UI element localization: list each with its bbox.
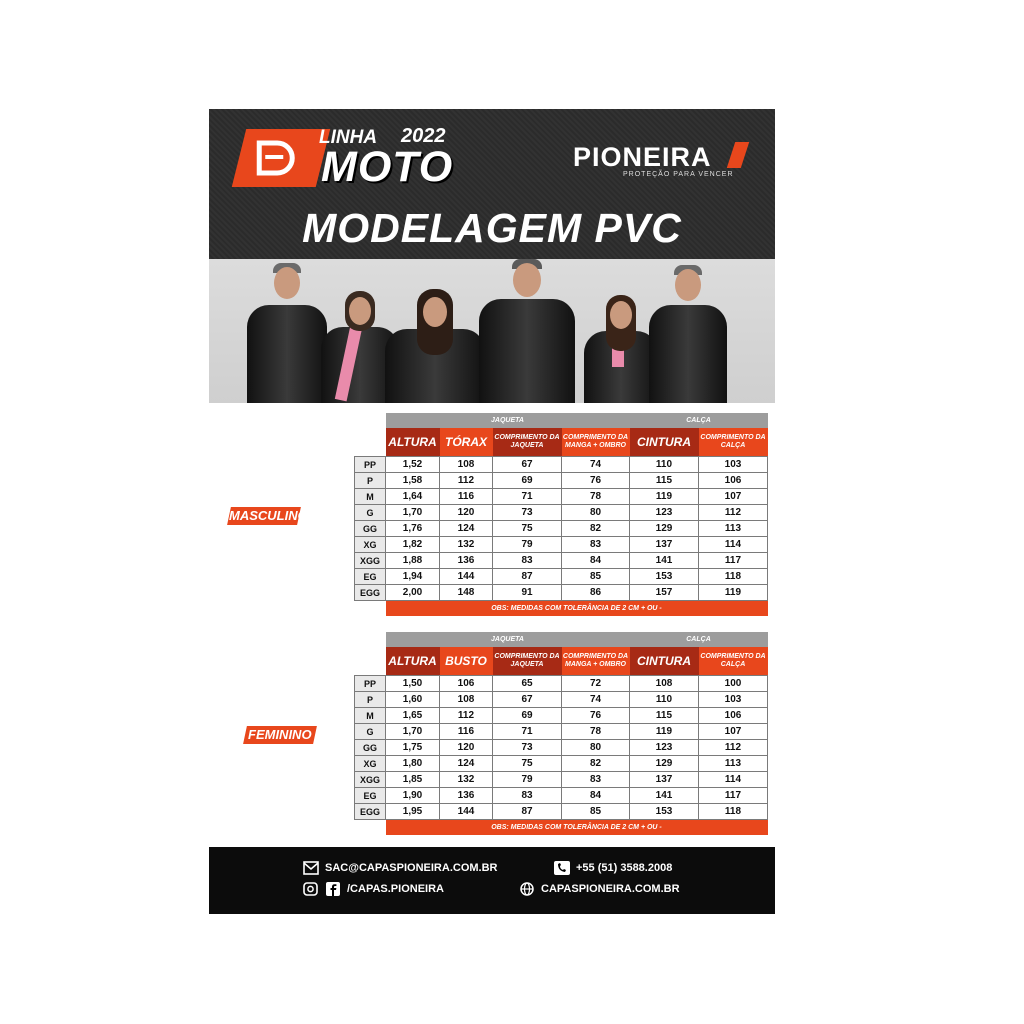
group-header-calca: CALÇA xyxy=(630,413,768,428)
measurement-cell: 144 xyxy=(440,569,493,585)
measurement-cell: 129 xyxy=(630,756,699,772)
group-header-jaqueta: JAQUETA xyxy=(386,413,630,428)
table-row xyxy=(355,537,768,553)
size-table-masculino xyxy=(354,413,768,616)
measurement-cell: 141 xyxy=(630,788,699,804)
tolerance-note: OBS: MEDIDAS COM TOLERÂNCIA DE 2 CM + OU - xyxy=(386,820,768,836)
table-row xyxy=(355,788,768,804)
table-row xyxy=(355,569,768,585)
table-row xyxy=(355,521,768,537)
measurement-cell: 74 xyxy=(562,692,630,708)
measurement-cell: 69 xyxy=(493,708,562,724)
table-row xyxy=(355,489,768,505)
page-title: MODELAGEM PVC xyxy=(302,205,682,251)
size-label: M xyxy=(355,708,386,724)
measurement-cell: 1,94 xyxy=(386,569,440,585)
tolerance-note: OBS: MEDIDAS COM TOLERÂNCIA DE 2 CM + OU - xyxy=(386,601,768,617)
logo-moto-text: MOTO xyxy=(321,143,454,191)
measurement-cell: 137 xyxy=(630,772,699,788)
measurement-cell: 117 xyxy=(699,553,768,569)
measurement-cell: 87 xyxy=(493,804,562,820)
measurement-cell: 78 xyxy=(562,489,630,505)
measurement-cell: 87 xyxy=(493,569,562,585)
measurement-cell: 106 xyxy=(699,473,768,489)
table-row xyxy=(355,756,768,772)
email-text: SAC@CAPASPIONEIRA.COM.BR xyxy=(325,862,498,874)
measurement-cell: 1,60 xyxy=(386,692,440,708)
measurement-cell: 119 xyxy=(630,489,699,505)
footer-phone[interactable] xyxy=(554,861,672,875)
brand-name: PIONEIRA xyxy=(573,142,712,172)
column-header: COMPRIMENTO DA MANGA + OMBRO xyxy=(562,647,630,676)
measurement-cell: 120 xyxy=(440,505,493,521)
website-text: CAPASPIONEIRA.COM.BR xyxy=(541,883,680,895)
size-label: G xyxy=(355,724,386,740)
measurement-cell: 73 xyxy=(493,505,562,521)
measurement-cell: 103 xyxy=(699,692,768,708)
measurement-cell: 107 xyxy=(699,489,768,505)
model-figure xyxy=(247,263,327,403)
table-row xyxy=(355,804,768,820)
measurement-cell: 123 xyxy=(630,505,699,521)
measurement-cell: 76 xyxy=(562,473,630,489)
size-label: EGG xyxy=(355,585,386,601)
measurement-cell: 115 xyxy=(630,708,699,724)
contact-footer xyxy=(209,847,775,914)
measurement-cell: 120 xyxy=(440,740,493,756)
measurement-cell: 113 xyxy=(699,521,768,537)
measurement-cell: 1,50 xyxy=(386,676,440,692)
measurement-cell: 119 xyxy=(699,585,768,601)
instagram-icon xyxy=(303,882,319,896)
measurement-cell: 82 xyxy=(562,521,630,537)
model-figure xyxy=(385,289,485,403)
measurement-cell: 153 xyxy=(630,569,699,585)
measurement-cell: 114 xyxy=(699,537,768,553)
column-header: ALTURA xyxy=(386,428,440,457)
column-header: COMPRIMENTO DA MANGA + OMBRO xyxy=(562,428,630,457)
logo-year-text: 2022 xyxy=(401,125,446,147)
measurement-cell: 65 xyxy=(493,676,562,692)
measurement-cell: 115 xyxy=(630,473,699,489)
measurement-cell: 1,70 xyxy=(386,505,440,521)
measurement-cell: 75 xyxy=(493,756,562,772)
measurement-cell: 112 xyxy=(699,740,768,756)
model-figure xyxy=(584,295,658,403)
measurement-cell: 1,80 xyxy=(386,756,440,772)
column-header: COMPRIMENTO DA CALÇA xyxy=(699,428,768,457)
table-row xyxy=(355,505,768,521)
mail-icon xyxy=(303,861,319,875)
measurement-cell: 69 xyxy=(493,473,562,489)
measurement-cell: 136 xyxy=(440,553,493,569)
measurement-cell: 83 xyxy=(562,537,630,553)
phone-icon xyxy=(554,861,570,875)
size-label: XGG xyxy=(355,553,386,569)
measurement-cell: 79 xyxy=(493,537,562,553)
size-table-feminino xyxy=(354,632,768,835)
measurement-cell: 67 xyxy=(493,457,562,473)
table-row xyxy=(355,772,768,788)
column-header: TÓRAX xyxy=(440,428,493,457)
measurement-cell: 119 xyxy=(630,724,699,740)
social-handle-text: /CAPAS.PIONEIRA xyxy=(347,883,444,895)
measurement-cell: 1,90 xyxy=(386,788,440,804)
measurement-cell: 67 xyxy=(493,692,562,708)
phone-text: +55 (51) 3588.2008 xyxy=(576,862,673,874)
measurement-cell: 1,85 xyxy=(386,772,440,788)
measurement-cell: 75 xyxy=(493,521,562,537)
side-label-masculino: MASCULINO xyxy=(229,508,308,523)
column-header: CINTURA xyxy=(630,428,699,457)
header-banner xyxy=(209,109,775,259)
size-label: XG xyxy=(355,537,386,553)
size-label: XG xyxy=(355,756,386,772)
measurement-cell: 72 xyxy=(562,676,630,692)
logo-linha-text: LINHA xyxy=(319,127,378,148)
table-row xyxy=(355,724,768,740)
measurement-cell: 132 xyxy=(440,772,493,788)
measurement-cell: 108 xyxy=(440,457,493,473)
measurement-cell: 80 xyxy=(562,505,630,521)
models-photo xyxy=(209,259,775,403)
side-label-feminino: FEMININO xyxy=(243,726,317,744)
table-row xyxy=(355,473,768,489)
size-label: P xyxy=(355,473,386,489)
measurement-cell: 118 xyxy=(699,569,768,585)
measurement-cell: 108 xyxy=(630,676,699,692)
column-header: COMPRIMENTO DA JAQUETA xyxy=(493,428,562,457)
size-label: EG xyxy=(355,569,386,585)
measurement-cell: 153 xyxy=(630,804,699,820)
size-label: GG xyxy=(355,521,386,537)
measurement-cell: 103 xyxy=(699,457,768,473)
measurement-cell: 132 xyxy=(440,537,493,553)
brand-mark-icon xyxy=(727,142,749,168)
measurement-cell: 79 xyxy=(493,772,562,788)
measurement-cell: 83 xyxy=(493,788,562,804)
measurement-cell: 112 xyxy=(440,708,493,724)
measurement-cell: 85 xyxy=(562,569,630,585)
measurement-cell: 157 xyxy=(630,585,699,601)
size-label: PP xyxy=(355,457,386,473)
measurement-cell: 1,82 xyxy=(386,537,440,553)
table-row xyxy=(355,553,768,569)
size-label: M xyxy=(355,489,386,505)
measurement-cell: 85 xyxy=(562,804,630,820)
measurement-cell: 71 xyxy=(493,724,562,740)
measurement-cell: 91 xyxy=(493,585,562,601)
measurement-cell: 1,75 xyxy=(386,740,440,756)
size-chart-poster xyxy=(209,109,775,914)
measurement-cell: 129 xyxy=(630,521,699,537)
column-header: BUSTO xyxy=(440,647,493,676)
facebook-icon xyxy=(325,882,341,896)
measurement-cell: 144 xyxy=(440,804,493,820)
measurement-cell: 124 xyxy=(440,521,493,537)
measurement-cell: 116 xyxy=(440,724,493,740)
table-row xyxy=(355,676,768,692)
measurement-cell: 148 xyxy=(440,585,493,601)
helmet-logo-icon xyxy=(253,137,297,177)
footer-email[interactable] xyxy=(303,861,497,875)
measurement-cell: 86 xyxy=(562,585,630,601)
footer-website[interactable] xyxy=(519,882,680,896)
measurement-cell: 117 xyxy=(699,788,768,804)
size-label: XGG xyxy=(355,772,386,788)
table-row xyxy=(355,708,768,724)
measurement-cell: 118 xyxy=(699,804,768,820)
measurement-cell: 1,70 xyxy=(386,724,440,740)
measurement-cell: 123 xyxy=(630,740,699,756)
measurement-cell: 74 xyxy=(562,457,630,473)
measurement-cell: 73 xyxy=(493,740,562,756)
column-header: COMPRIMENTO DA JAQUETA xyxy=(493,647,562,676)
measurement-cell: 110 xyxy=(630,692,699,708)
brand-tagline: PROTEÇÃO PARA VENCER xyxy=(623,171,734,178)
measurement-cell: 141 xyxy=(630,553,699,569)
size-label: GG xyxy=(355,740,386,756)
table-row xyxy=(355,585,768,601)
measurement-cell: 112 xyxy=(699,505,768,521)
size-label: P xyxy=(355,692,386,708)
measurement-cell: 136 xyxy=(440,788,493,804)
group-header-calca: CALÇA xyxy=(630,632,768,647)
measurement-cell: 76 xyxy=(562,708,630,724)
measurement-cell: 1,52 xyxy=(386,457,440,473)
measurement-cell: 1,76 xyxy=(386,521,440,537)
measurement-cell: 108 xyxy=(440,692,493,708)
table-row xyxy=(355,740,768,756)
measurement-cell: 80 xyxy=(562,740,630,756)
measurement-cell: 1,58 xyxy=(386,473,440,489)
column-header: COMPRIMENTO DA CALÇA xyxy=(699,647,768,676)
measurement-cell: 137 xyxy=(630,537,699,553)
size-label: PP xyxy=(355,676,386,692)
size-label: EG xyxy=(355,788,386,804)
measurement-cell: 106 xyxy=(699,708,768,724)
model-figure xyxy=(479,259,575,403)
size-label: G xyxy=(355,505,386,521)
measurement-cell: 113 xyxy=(699,756,768,772)
measurement-cell: 84 xyxy=(562,788,630,804)
measurement-cell: 112 xyxy=(440,473,493,489)
measurement-cell: 82 xyxy=(562,756,630,772)
size-label: EGG xyxy=(355,804,386,820)
measurement-cell: 110 xyxy=(630,457,699,473)
model-figure xyxy=(649,265,727,403)
measurement-cell: 124 xyxy=(440,756,493,772)
measurement-cell: 106 xyxy=(440,676,493,692)
measurement-cell: 1,95 xyxy=(386,804,440,820)
measurement-cell: 1,64 xyxy=(386,489,440,505)
measurement-cell: 107 xyxy=(699,724,768,740)
measurement-cell: 1,88 xyxy=(386,553,440,569)
measurement-cell: 100 xyxy=(699,676,768,692)
footer-social[interactable] xyxy=(303,882,444,896)
table-row xyxy=(355,457,768,473)
column-header: ALTURA xyxy=(386,647,440,676)
measurement-cell: 84 xyxy=(562,553,630,569)
linha-moto-logo-badge xyxy=(232,129,330,187)
measurement-cell: 1,65 xyxy=(386,708,440,724)
measurement-cell: 114 xyxy=(699,772,768,788)
table-row xyxy=(355,692,768,708)
measurement-cell: 83 xyxy=(493,553,562,569)
measurement-cell: 116 xyxy=(440,489,493,505)
measurement-cell: 83 xyxy=(562,772,630,788)
measurement-cell: 78 xyxy=(562,724,630,740)
measurement-cell: 71 xyxy=(493,489,562,505)
measurement-cell: 2,00 xyxy=(386,585,440,601)
column-header: CINTURA xyxy=(630,647,699,676)
group-header-jaqueta: JAQUETA xyxy=(386,632,630,647)
globe-icon xyxy=(519,882,535,896)
